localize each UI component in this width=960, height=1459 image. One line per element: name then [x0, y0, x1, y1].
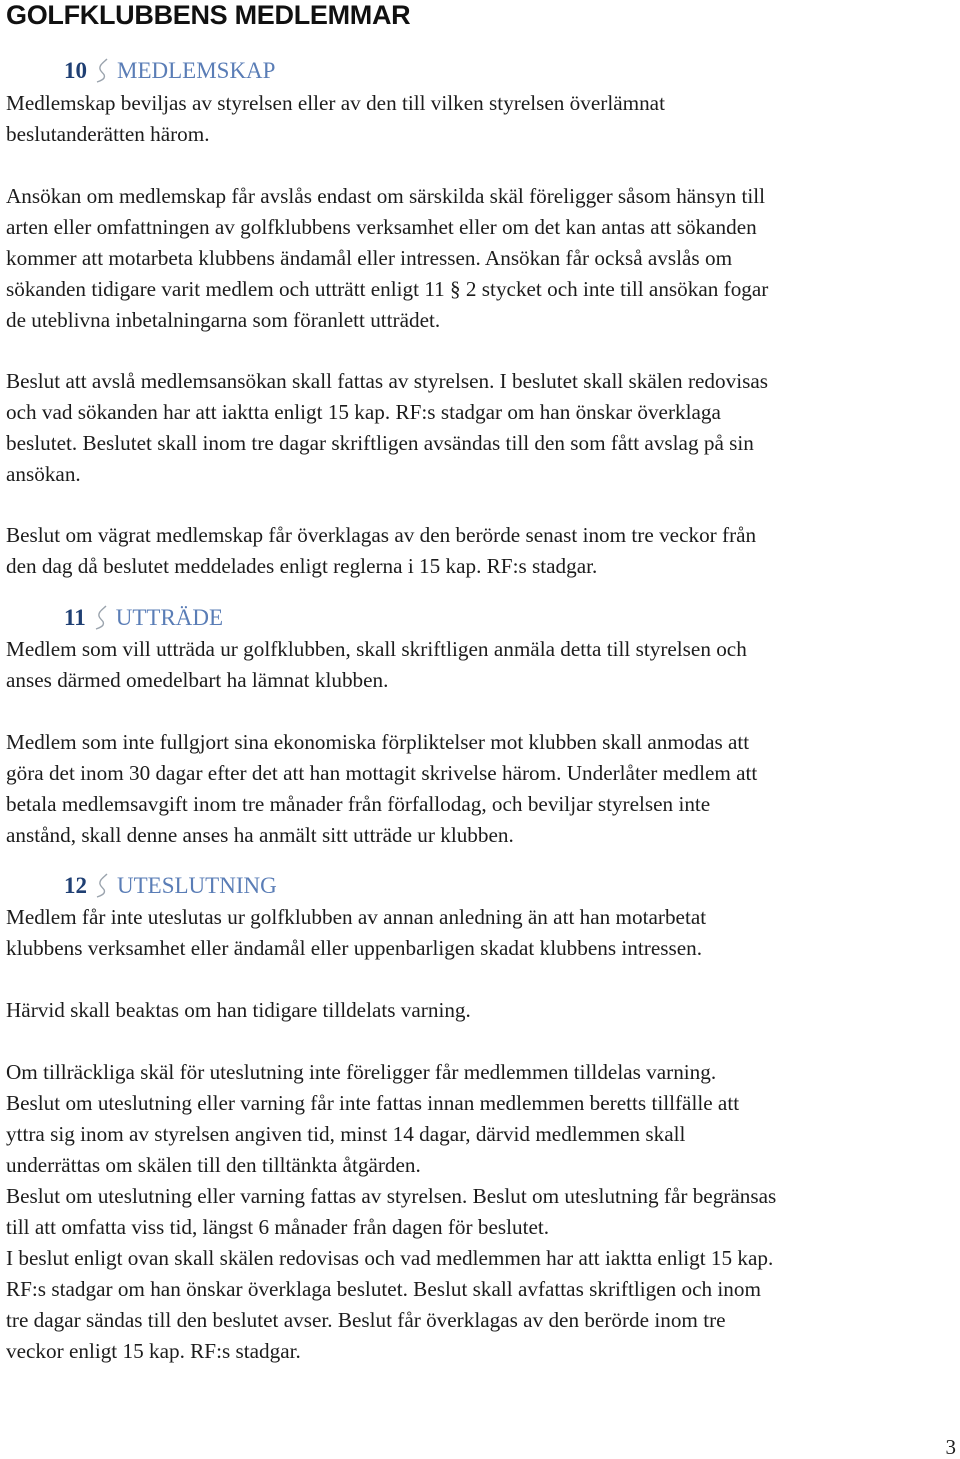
paragraph: Härvid skall beaktas om han tidigare tilldelats varning.: [6, 998, 471, 1022]
section-sign-icon: [90, 604, 112, 630]
paragraph: Medlem som vill utträda ur golfklubben, skall skriftligen anmäla detta till styrelsen och anses därmed omedelbart ha lämnat klubben.: [6, 637, 747, 692]
section-title: UTTRÄDE: [115, 605, 224, 630]
section-heading-uttrade: [64, 603, 223, 633]
paragraph: Medlem som inte fullgjort sina ekonomiska förpliktelser mot klubben skall anmodas att göra det inom 30 dagar efter det att han mottagit skrivelse härom. Underlåter medlem att betala medlemsavgift inom tre månader från förfallodag, och beviljar styrelsen inte anstånd, skall denne anses ha anmält sitt utträde ur klubben.: [6, 730, 758, 847]
paragraph: Ansökan om medlemskap får avslås endast om särskilda skäl föreligger såsom hänsyn till arten eller omfattningen av golfklubbens verksamhet eller om det kan antas att sökanden kommer att motarbeta klubbens ändamål eller intressen. Ansökan får också avslås om sökanden tidigare varit medlem och utträtt enligt 11 § 2 stycket och inte till ansökan fogar de uteblivna inbetalningarna som föranlett utträdet.: [6, 184, 769, 332]
section-sign-icon: [91, 57, 113, 83]
section-title: UTESLUTNING: [117, 873, 277, 898]
section-heading-medlemskap: [64, 56, 275, 86]
paragraph: Beslut att avslå medlemsansökan skall fattas av styrelsen. I beslutet skall skälen redovisas och vad sökanden har att iaktta enligt 15 kap. RF:s stadgar om han önskar överklaga beslutet. Beslutet skall inom tre dagar skriftligen avsändas till den som fått avslag på sin ansökan.: [6, 369, 768, 486]
paragraph: Medlem får inte uteslutas ur golfklubben av annan anledning än att han motarbetat klubbens verksamhet eller ändamål eller uppenbarligen skadat klubbens intressen.: [6, 905, 707, 960]
section-number: 12: [64, 873, 87, 898]
page-number: 3: [945, 1435, 956, 1459]
document-title: GOLFKLUBBENS MEDLEMMAR: [6, 0, 411, 30]
section-number: 10: [64, 58, 87, 83]
paragraph: Beslut om vägrat medlemskap får överklagas av den berörde senast inom tre veckor från den dag då beslutet meddelades enligt reglerna i 15 kap. RF:s stadgar.: [6, 523, 757, 578]
section-title: MEDLEMSKAP: [117, 58, 276, 83]
section-number: 11: [64, 605, 86, 630]
paragraph: Medlemskap beviljas av styrelsen eller av den till vilken styrelsen överlämnat beslutanderätten härom.: [6, 91, 665, 146]
section-sign-icon: [91, 872, 113, 898]
paragraph: Om tillräckliga skäl för uteslutning inte föreligger får medlemmen tilldelas varning. Beslut om uteslutning eller varning får inte fattas innan medlemmen beretts tillfälle att yttra sig inom av styrelsen angiven tid, minst 14 dagar, därvid medlemmen skall underrättas om skälen till den tilltänkta åtgärden. Beslut om uteslutning eller varning fattas av styrelsen. Beslut om uteslutning får begränsas till att omfatta viss tid, längst 6 månader från dagen för beslutet. I beslut enligt ovan skall skälen redovisas och vad medlemmen har att iaktta enligt 15 kap. RF:s stadgar om han önskar överklaga beslutet. Beslut skall avfattas skriftligen och inom tre dagar sändas till den beslutet avser. Beslut får överklagas av den berörde inom tre veckor enligt 15 kap. RF:s stadgar.: [6, 1060, 777, 1363]
section-heading-uteslutning: [64, 871, 277, 901]
